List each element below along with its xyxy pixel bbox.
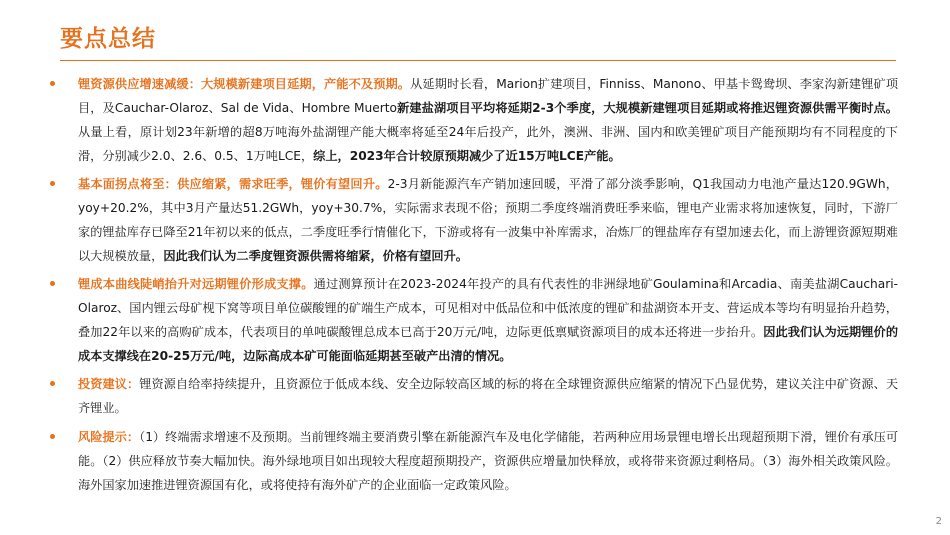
bullet-body: 通过测算预计在2023-2024年投产的具有代表性的非洲绿地矿Goulamina和Arcadia、南美盐湖Cauchari-Olaroz、国内锂云母矿枧下窝等项目单位碳酸锂的矿端生产成本，可见相对中低品位和中低浓度的锂矿和盐湖资本开支、营运成本等均有明显抬升趋势，叠加22年以来的高购矿成本，代表项目的单吨碳酸锂总成本已高于20万元/吨，边际更低禀赋资源项目的成本还将进一步抬升。 (78, 277, 899, 339)
bullet-body: 从量上看，原计划23年新增的超8万吨海外盐湖锂产能大概率将延至24年后投产，此外，澳洲、非洲、国内和欧美锂矿项目产能预期均有不同程度的下滑，分别减少2.0、2.6、0.5、1万吨LCE， (78, 125, 898, 163)
bullet-body: 2-3月新能源汽车产销加速回暖，平滑了部分淡季影响，Q1我国动力电池产量达120.9GWh，yoy+20.2%，其中3月产量达51.2GWh，yoy+30.7%，实际需求表现不俗；预期二季度终端消费旺季来临，锂电产业需求将加速恢复，同时，下游厂家的锂盐库存已降至21年初以来的低点，二季度旺季行情催化下，下游或将有一波集中补库需求，冶炼厂的锂盐库存有望加速去化，而上游锂资源短期难以大规模放量， (78, 177, 898, 263)
bullet-dot-icon (50, 281, 55, 286)
bullet-emphasis: 因此我们认为远期锂价的成本支撑线在20-25万元/吨，边际高成本矿可能面临延期甚至破产出清的情况。 (78, 325, 899, 363)
bullet-dot-icon (50, 181, 55, 186)
bullet-body: 锂资源自给率持续提升，且资源位于低成本线、安全边际较高区域的标的将在全球锂资源供应缩紧的情况下凸显优势，建议关注中矿资源、天齐锂业。 (78, 377, 899, 415)
bullet-text (78, 372, 898, 420)
bullet-dot-icon (50, 81, 55, 86)
bullet-emphasis: 新建盐湖项目平均将延期2-3个季度，大规模新建锂项目延期或将推迟锂资源供需平衡时点。 (397, 101, 898, 115)
bullet-fundamental-turning-point (44, 172, 904, 268)
bullet-heading: 锂资源供应增速减缓：大规模新建项目延期，产能不及预期。 (78, 77, 411, 91)
page-number: 2 (935, 516, 942, 527)
bullet-cost-curve (44, 272, 904, 368)
bullet-text (78, 272, 898, 368)
bullet-emphasis: 综上，2023年合计较原预期减少了近15万吨LCE产能。 (313, 149, 621, 163)
bullet-heading: 投资建议： (78, 377, 140, 391)
bullet-supply-slowdown (44, 72, 904, 168)
bullet-risk-warning (44, 425, 904, 497)
bullet-body: 从延期时长看，Marion扩建项目，Finniss、Manono、甲基卡鸳鸯坝、李家沟新建锂矿项目，及Cauchar-Olaroz、Sal de Vida、Hombre Muerto (78, 77, 899, 115)
bullet-text (78, 425, 898, 497)
bullet-emphasis: 因此我们认为二季度锂资源供需将缩紧，价格有望回升。 (163, 249, 468, 263)
bullet-dot-icon (50, 434, 55, 439)
bullet-dot-icon (50, 381, 55, 386)
bullet-body: （1）终端需求增速不及预期。当前锂终端主要消费引擎在新能源汽车及电化学储能，若两种应用场景锂电增长出现超预期下滑，锂价有承压可能。（2）供应释放节奏大幅加快。海外绿地项目如出现较大程度超预期投产，资源供应增量加快释放，或将带来资源过剩格局。（3）海外相关政策风险。海外国家加速推进锂资源国有化，或将使持有海外矿产的企业面临一定政策风险。 (78, 430, 899, 492)
title-divider (60, 60, 896, 61)
bullet-heading: 锂成本曲线陡峭抬升对远期锂价形成支撑。 (78, 277, 314, 291)
bullet-text (78, 72, 898, 168)
bullet-investment-advice (44, 372, 904, 420)
bullet-heading: 基本面拐点将至：供应缩紧，需求旺季，锂价有望回升。 (78, 177, 388, 191)
bullet-heading: 风险提示： (78, 430, 140, 444)
page-title: 要点总结 (60, 26, 156, 52)
bullet-text (78, 172, 898, 268)
